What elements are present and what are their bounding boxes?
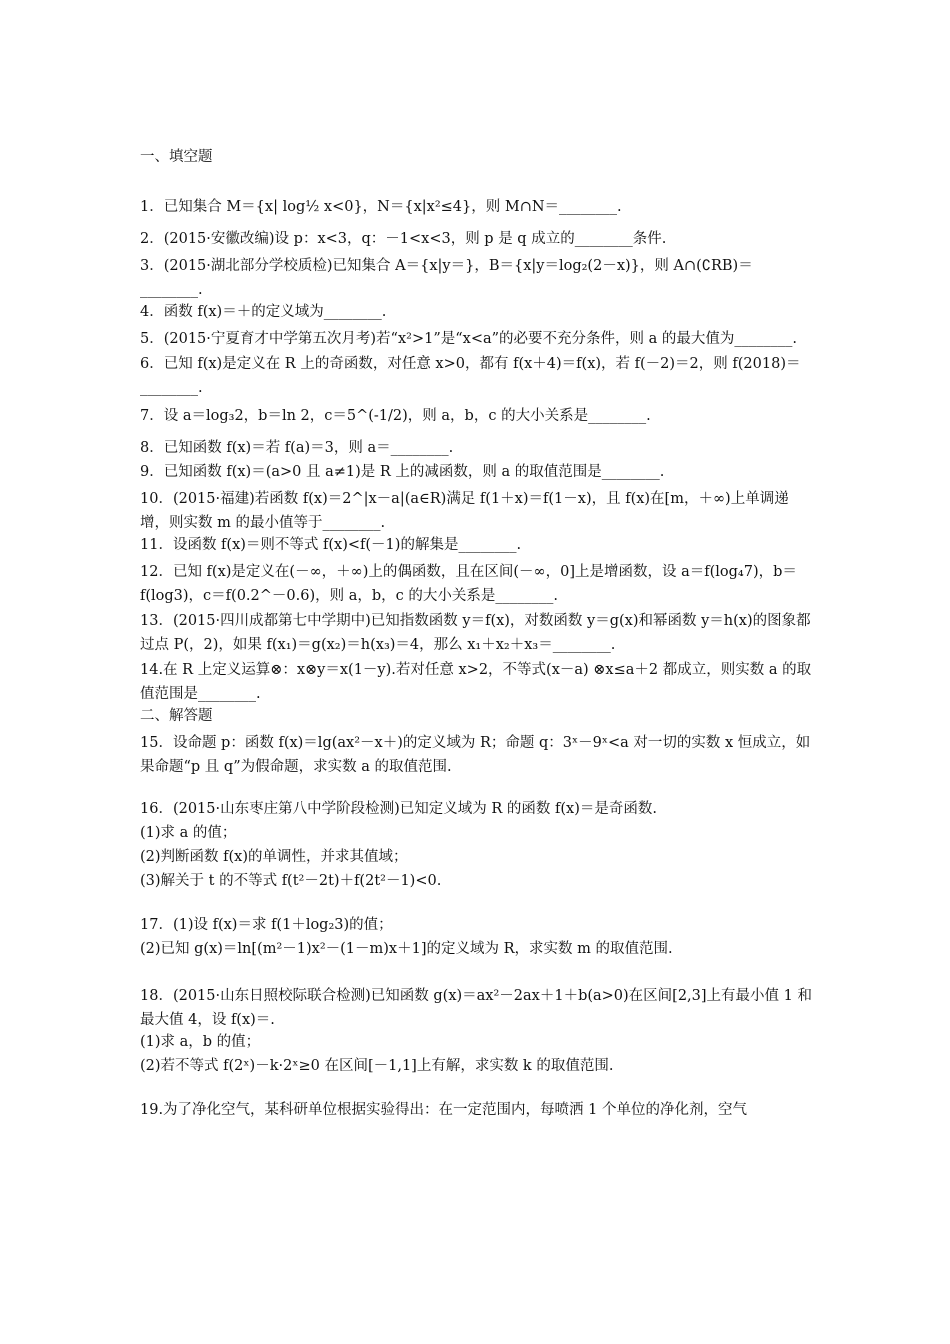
question-14: 14.在 R 上定义运算⊗：x⊗y＝x(1－y).若对任意 x>2，不等式(x－a) ⊗x≤a＋2 都成立，则实数 a 的取值范围是________. bbox=[140, 662, 812, 702]
spacer bbox=[140, 964, 812, 984]
spacer bbox=[140, 172, 812, 192]
question-18-part-1: (1)求 a，b 的值； bbox=[140, 1034, 261, 1050]
question-5: 5．(2015·宁夏育才中学第五次月考)若“x²>1”是“x<a”的必要不充分条件，则 a 的最大值为________. bbox=[140, 331, 798, 347]
question-19: 19.为了净化空气，某科研单位根据实验得出：在一定范围内，每喷洒 1 个单位的净化剂，空气 bbox=[140, 1102, 747, 1118]
section-heading-solve: 二、解答题 bbox=[140, 708, 213, 724]
question-4: 4．函数 f(x)＝＋的定义域为________. bbox=[140, 304, 387, 320]
document-content bbox=[140, 148, 812, 1125]
question-3: 3．(2015·湖北部分学校质检)已知集合 A＝{x|y＝}，B＝{x|y＝log₂(2－x)}，则 A∩(∁RB)＝________. bbox=[140, 258, 753, 298]
question-16-part-2: (2)判断函数 f(x)的单调性，并求其值域； bbox=[140, 849, 408, 865]
spacer bbox=[140, 1081, 812, 1101]
question-15: 15．设命题 p：函数 f(x)＝lg(ax²－x＋)的定义域为 R；命题 q：3ˣ－9ˣ<a 对一切的实数 x 恒成立，如果命题“p 且 q”为假命题，求实数 a 的取值范围. bbox=[140, 735, 811, 775]
spacer bbox=[140, 780, 812, 800]
question-18: 18．(2015·山东日照校际联合检测)已知函数 g(x)＝ax²－2ax＋1＋b(a>0)在区间[2,3]上有最小值 1 和最大值 4，设 f(x)＝. bbox=[140, 988, 812, 1028]
question-17-part-1: 17．(1)设 f(x)＝求 f(1＋log₂3)的值； bbox=[140, 917, 393, 933]
spacer bbox=[140, 896, 812, 916]
question-18-part-2: (2)若不等式 f(2ˣ)－k·2ˣ≥0 在区间[－1,1]上有解，求实数 k 的取值范围. bbox=[140, 1058, 614, 1074]
question-2: 2．(2015·安徽改编)设 p：x<3，q：－1<x<3，则 p 是 q 成立的________条件. bbox=[140, 231, 667, 247]
question-11: 11．设函数 f(x)＝则不等式 f(x)<f(－1)的解集是________. bbox=[140, 537, 522, 553]
question-12: 12．已知 f(x)是定义在(－∞，＋∞)上的偶函数，且在区间(－∞，0]上是增函数，设 a＝f(log₄7)，b＝f(log3)，c＝f(0.2^－0.6)，则 a，b，c 的大小关系是________. bbox=[140, 564, 797, 604]
section-heading-fill: 一、填空题 bbox=[140, 149, 213, 165]
question-1: 1．已知集合 M＝{x| log½ x<0}，N＝{x|x²≤4}，则 M∩N＝________. bbox=[140, 199, 622, 215]
question-6: 6．已知 f(x)是定义在 R 上的奇函数，对任意 x>0，都有 f(x＋4)＝f(x)，若 f(－2)＝2，则 f(2018)＝________. bbox=[140, 356, 801, 396]
question-16-part-3: (3)解关于 t 的不等式 f(t²－2t)＋f(2t²－1)<0. bbox=[140, 873, 442, 889]
question-16: 16．(2015·山东枣庄第八中学阶段检测)已知定义域为 R 的函数 f(x)＝是奇函数. bbox=[140, 801, 657, 817]
question-10: 10．(2015·福建)若函数 f(x)＝2^|x－a|(a∈R)满足 f(1＋x)＝f(1－x)，且 f(x)在[m，＋∞)上单调递增，则实数 m 的最小值等于________. bbox=[140, 491, 789, 531]
question-7: 7．设 a＝log₃2，b＝ln 2，c＝5^(-1/2)，则 a，b，c 的大小关系是________. bbox=[140, 408, 651, 424]
question-16-part-1: (1)求 a 的值； bbox=[140, 825, 237, 841]
question-9: 9．已知函数 f(x)＝(a>0 且 a≠1)是 R 上的减函数，则 a 的取值范围是________. bbox=[140, 464, 665, 480]
question-8: 8．已知函数 f(x)＝若 f(a)＝3，则 a＝________. bbox=[140, 440, 454, 456]
question-17-part-2: (2)已知 g(x)＝ln[(m²－1)x²－(1－m)x＋1]的定义域为 R，求实数 m 的取值范围. bbox=[140, 941, 673, 957]
question-13: 13．(2015·四川成都第七中学期中)已知指数函数 y＝f(x)，对数函数 y＝g(x)和幂函数 y＝h(x)的图象都过点 P(，2)，如果 f(x₁)＝g(x₂)＝h(x₃)＝4，那么 x₁＋x₂＋x₃＝________. bbox=[140, 613, 811, 653]
